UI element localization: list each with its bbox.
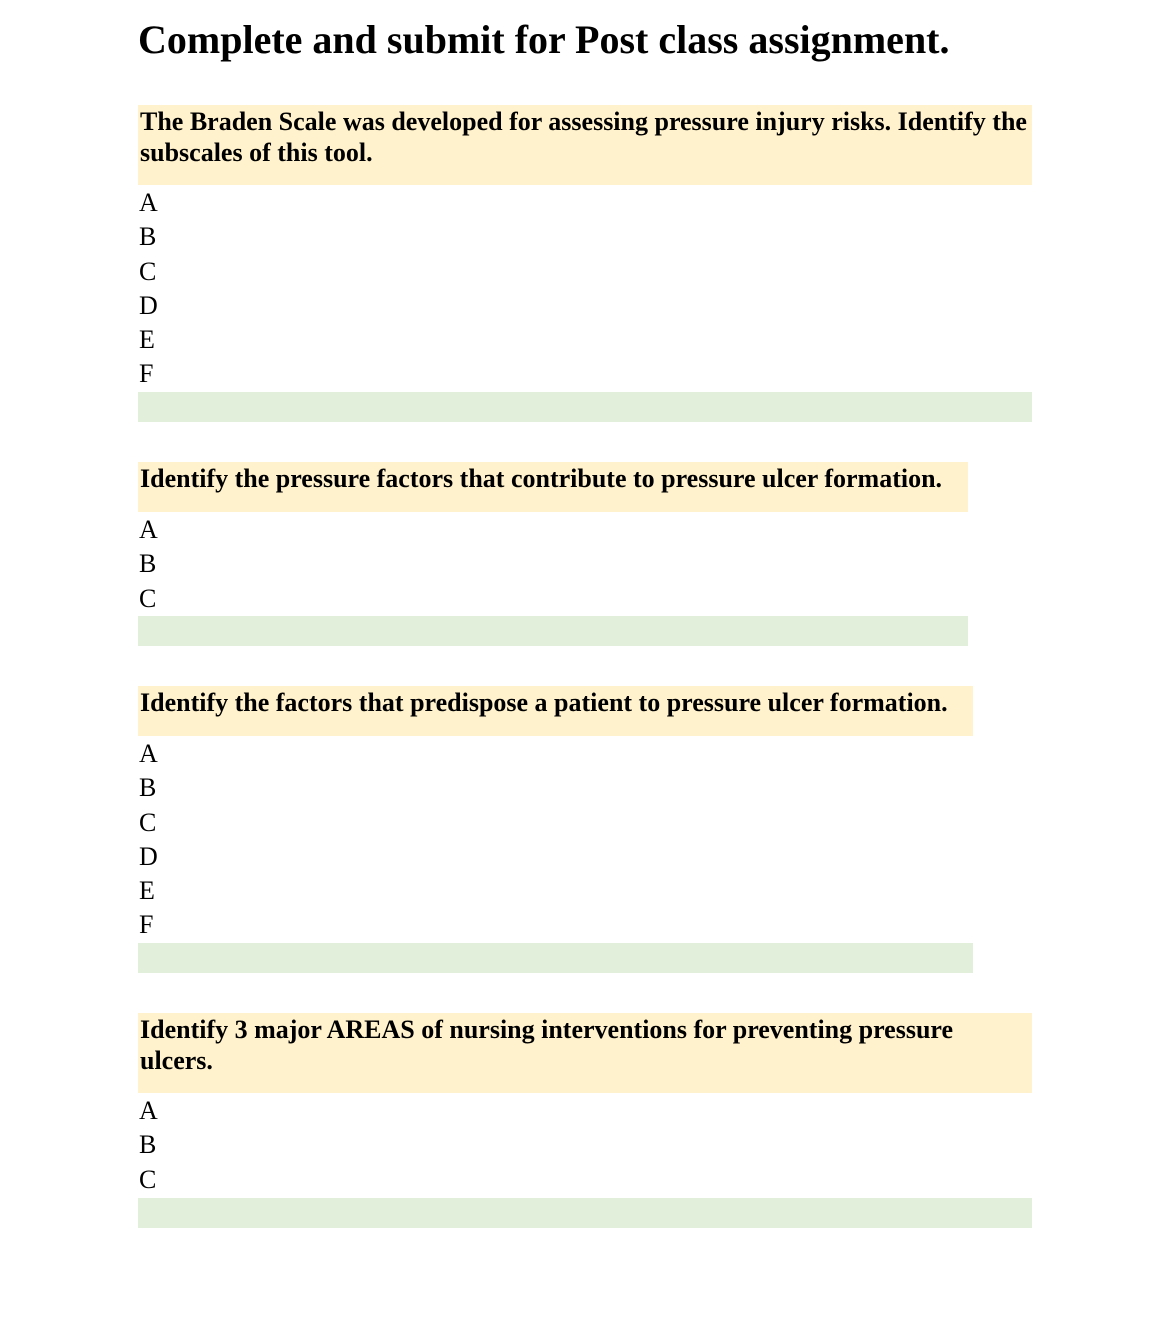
page-title: Complete and submit for Post class assignment. [138,17,950,62]
answer-list [138,185,1032,392]
question-prompt: The Braden Scale was developed for assessing pressure injury risks. Identify the subscales of this tool. [138,105,1032,185]
question-pressure-factors [138,462,968,646]
answer-letter-e: E [139,876,155,906]
answer-letter-a: A [139,188,158,217]
question-braden-subscales [138,105,1032,422]
answer-list [138,512,968,616]
answer-letter-b: B [139,222,157,252]
answer-letter-c: C [139,1164,157,1194]
answer-bar [138,943,973,973]
answer-letter-c: C [139,583,157,613]
question-prompt: Identify 3 major AREAS of nursing interventions for preventing pressure ulcers. [138,1013,1032,1093]
answer-letter-d: D [139,841,158,871]
question-prompt: Identify the pressure factors that contribute to pressure ulcer formation. [138,462,968,512]
answer-bar [138,392,1032,422]
answer-list [138,736,973,943]
answer-letter-b: B [139,549,157,579]
answer-letter-c: C [139,807,157,837]
answer-letter-b: B [139,773,157,803]
question-predisposing-factors [138,686,973,973]
answer-letter-f: F [139,910,154,940]
answer-letter-b: B [139,1130,157,1160]
answer-letter-e: E [139,325,155,355]
answer-bar [138,616,968,646]
answer-list [138,1093,1032,1198]
question-nursing-interventions [138,1013,1032,1228]
answer-letter-a: A [139,1096,158,1125]
answer-letter-d: D [139,290,158,320]
answer-bar [138,1198,1032,1228]
answer-letter-c: C [139,256,157,286]
answer-letter-a: A [139,515,158,544]
question-prompt: Identify the factors that predispose a patient to pressure ulcer formation. [138,686,973,736]
answer-letter-f: F [139,359,154,389]
answer-letter-a: A [139,739,158,768]
